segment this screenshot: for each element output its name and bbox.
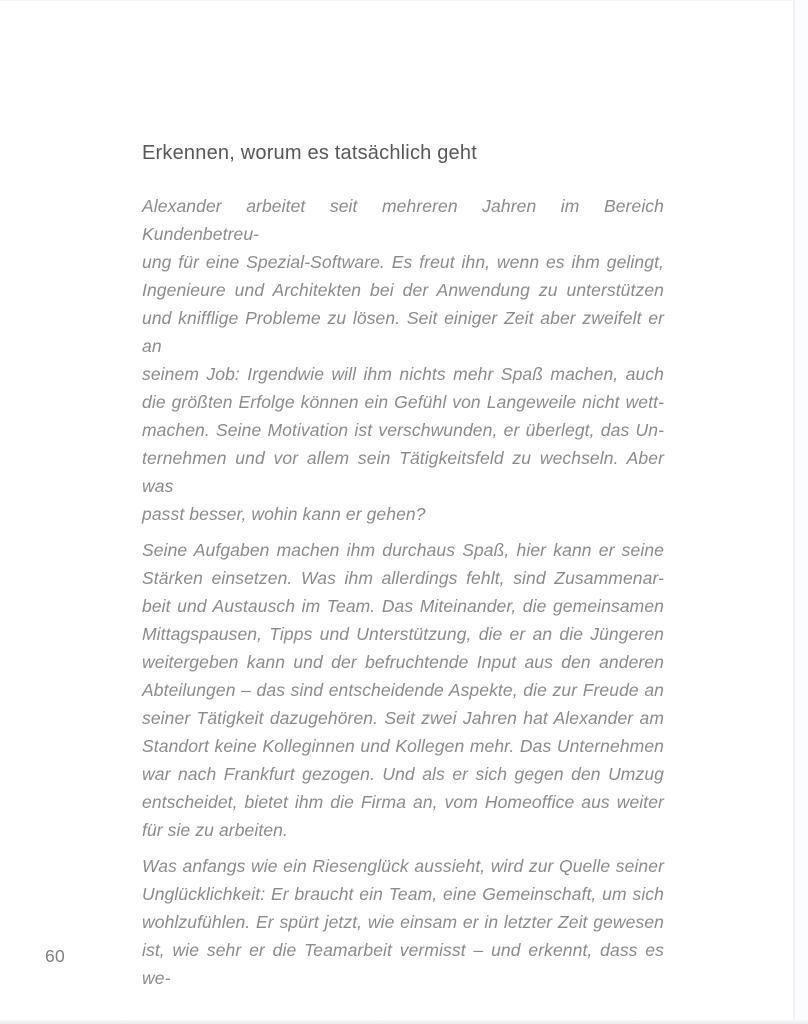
text-line: beit und Austausch im Team. Das Miteinander, die gemeinsamen <box>142 596 664 616</box>
text-line: Was anfangs wie ein Riesenglück aussieht, wird zur Quelle seiner <box>142 856 664 876</box>
page-right-margin <box>795 0 808 1024</box>
text-line: ternehmen und vor allem sein Tätigkeitsfeld zu wechseln. Aber was <box>142 448 664 496</box>
section-heading: Erkennen, worum es tatsächlich geht <box>142 142 477 164</box>
text-line: und knifflige Probleme zu lösen. Seit einiger Zeit aber zweifelt er an <box>142 308 664 356</box>
text-line: wohlzufühlen. Er spürt jetzt, wie einsam er in letzter Zeit gewesen <box>142 912 664 932</box>
text-block <box>142 143 664 1000</box>
paragraph <box>142 852 664 992</box>
text-line: für sie zu arbeiten. <box>142 820 288 840</box>
text-line: seiner Tätigkeit dazugehören. Seit zwei Jahren hat Alexander am <box>142 708 664 728</box>
text-line: seinem Job: Irgendwie will ihm nichts mehr Spaß machen, auch <box>142 364 664 384</box>
text-line: Ingenieure und Architekten bei der Anwendung zu unterstützen <box>142 280 664 300</box>
text-line: weitergeben kann und der befruchtende Input aus den anderen <box>142 652 664 672</box>
text-line: war nach Frankfurt gezogen. Und als er sich gegen den Umzug <box>142 764 664 784</box>
page-top-edge <box>0 0 808 1</box>
text-line: Alexander arbeitet seit mehreren Jahren im Bereich Kundenbetreu- <box>142 196 664 244</box>
paragraph <box>142 192 664 528</box>
page-bottom-edge <box>0 1020 808 1024</box>
page-right-edge-line <box>793 0 795 1024</box>
text-line: Unglücklichkeit: Er braucht ein Team, eine Gemeinschaft, um sich <box>142 884 664 904</box>
text-line: Seine Aufgaben machen ihm durchaus Spaß, hier kann er seine <box>142 540 664 560</box>
text-line: die größten Erfolge können ein Gefühl von Langeweile nicht wett- <box>142 392 664 412</box>
text-line: entscheidet, bietet ihm die Firma an, vom Homeoffice aus weiter <box>142 792 664 812</box>
text-line: Abteilungen – das sind entscheidende Aspekte, die zur Freude an <box>142 680 664 700</box>
text-line: Standort keine Kolleginnen und Kollegen mehr. Das Unternehmen <box>142 736 664 756</box>
text-line: ung für eine Spezial-Software. Es freut ihn, wenn es ihm gelingt, <box>142 252 664 272</box>
text-line: passt besser, wohin kann er gehen? <box>142 504 426 524</box>
text-line: Stärken einsetzen. Was ihm allerdings fehlt, sind Zusammenar- <box>142 568 664 588</box>
text-line: ist, wie sehr er die Teamarbeit vermisst – und erkennt, dass es we- <box>142 940 664 988</box>
text-line: machen. Seine Motivation ist verschwunden, er überlegt, das Un- <box>142 420 664 440</box>
page-number: 60 <box>45 946 66 966</box>
text-line: Mittagspausen, Tipps und Unterstützung, die er an die Jüngeren <box>142 624 664 644</box>
paragraph <box>142 536 664 844</box>
